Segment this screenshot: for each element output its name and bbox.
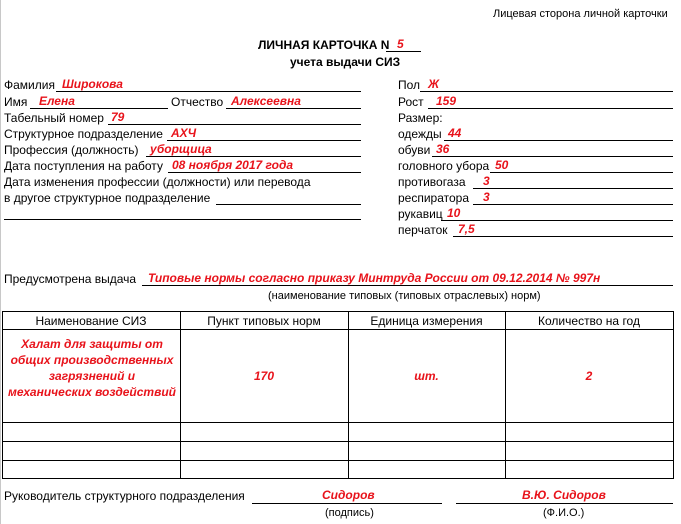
size-label: Размер: bbox=[398, 111, 443, 125]
table-cell-name: Халат для защиты от общих производственных загрязнений и механических воздействий bbox=[8, 337, 176, 399]
mittens-underline bbox=[441, 220, 673, 221]
table-header-clause: Пункт типовых норм bbox=[207, 314, 321, 328]
card-number-underline bbox=[386, 51, 421, 52]
surname-label: Фамилия bbox=[4, 78, 55, 92]
name-underline bbox=[30, 108, 168, 109]
profession-label: Профессия (должность) bbox=[4, 143, 139, 157]
headwear-underline bbox=[490, 172, 673, 173]
patronymic-underline bbox=[226, 108, 361, 109]
surname-value: Широкова bbox=[62, 77, 123, 91]
fio-underline bbox=[456, 503, 673, 504]
tab-number-label: Табельный номер bbox=[4, 111, 104, 125]
table-header-name: Наименование СИЗ bbox=[35, 314, 147, 328]
gloves-underline bbox=[453, 236, 673, 237]
change-label-line1: Дата изменения профессии (должности) или перевода bbox=[4, 175, 311, 189]
clothes-underline bbox=[444, 140, 673, 141]
shoes-label: обуви bbox=[398, 143, 431, 157]
signature-underline bbox=[252, 503, 442, 504]
headwear-value: 50 bbox=[495, 158, 509, 172]
signature-label: Руководитель структурного подразделения bbox=[4, 489, 245, 503]
headwear-label: головного убора bbox=[398, 159, 490, 173]
card-subtitle: учета выдачи СИЗ bbox=[290, 55, 401, 69]
table-cell-clause: 170 bbox=[253, 369, 275, 383]
shoes-value: 36 bbox=[436, 142, 450, 156]
tab-number-underline bbox=[108, 124, 361, 125]
mittens-value: 10 bbox=[447, 206, 461, 220]
header-note: Лицевая сторона личной карточки bbox=[493, 8, 668, 20]
hire-date-value: 08 ноября 2017 года bbox=[172, 158, 294, 172]
change-underline-2 bbox=[4, 219, 361, 220]
fio-caption: (Ф.И.О.) bbox=[543, 507, 585, 519]
mittens-label: рукавиц bbox=[398, 207, 443, 221]
gloves-label: перчаток bbox=[398, 223, 448, 237]
table-cell-qty: 2 bbox=[585, 369, 593, 383]
gasmask-underline bbox=[473, 188, 673, 189]
patronymic-value: Алексеевна bbox=[231, 94, 301, 108]
card-title: ЛИЧНАЯ КАРТОЧКА N bbox=[258, 38, 390, 52]
profession-underline bbox=[146, 156, 361, 157]
sex-underline bbox=[420, 91, 673, 92]
gasmask-value: 3 bbox=[483, 174, 490, 188]
change-label-line2: в другое структурное подразделение bbox=[4, 191, 211, 205]
table-header-qty: Количество на год bbox=[538, 314, 640, 328]
patronymic-label: Отчество bbox=[171, 95, 224, 109]
profession-value: уборщица bbox=[150, 142, 212, 156]
name-label: Имя bbox=[4, 95, 28, 109]
card-number: 5 bbox=[397, 37, 404, 51]
department-label: Структурное подразделение bbox=[4, 127, 163, 141]
sex-value: Ж bbox=[428, 77, 440, 91]
page-left-border bbox=[0, 0, 1, 524]
department-underline bbox=[167, 140, 361, 141]
surname-underline bbox=[56, 91, 361, 92]
table-cell-unit: шт. bbox=[414, 369, 439, 383]
sex-label: Пол bbox=[398, 78, 421, 92]
clothes-value: 44 bbox=[448, 126, 462, 140]
name-value: Елена bbox=[39, 94, 75, 108]
tab-number-value: 79 bbox=[111, 110, 125, 124]
issuance-value: Типовые нормы согласно приказу Минтруда России от 09.12.2014 № 997н bbox=[148, 271, 601, 285]
change-underline-1 bbox=[216, 204, 361, 205]
fio-value: В.Ю. Сидоров bbox=[522, 488, 606, 502]
height-value: 159 bbox=[436, 94, 457, 108]
height-label: Рост bbox=[398, 95, 424, 109]
respirator-value: 3 bbox=[483, 190, 490, 204]
gasmask-label: противогаза bbox=[398, 175, 466, 189]
shoes-underline bbox=[432, 156, 673, 157]
height-underline bbox=[428, 108, 673, 109]
clothes-label: одежды bbox=[398, 127, 442, 141]
table-header-unit: Единица измерения bbox=[370, 314, 483, 328]
issuance-caption: (наименование типовых (типовых отраслевых) норм) bbox=[268, 290, 541, 302]
hire-date-label: Дата поступления на работу bbox=[4, 159, 163, 173]
issuance-underline bbox=[142, 285, 673, 286]
gloves-value: 7,5 bbox=[458, 222, 475, 236]
respirator-label: респиратора bbox=[398, 191, 470, 205]
department-value: АХЧ bbox=[171, 126, 197, 140]
hire-date-underline bbox=[168, 172, 361, 173]
issuance-label: Предусмотрена выдача bbox=[4, 272, 137, 286]
signature-value: Сидоров bbox=[322, 488, 375, 502]
respirator-underline bbox=[473, 204, 673, 205]
signature-caption: (подпись) bbox=[325, 507, 374, 519]
